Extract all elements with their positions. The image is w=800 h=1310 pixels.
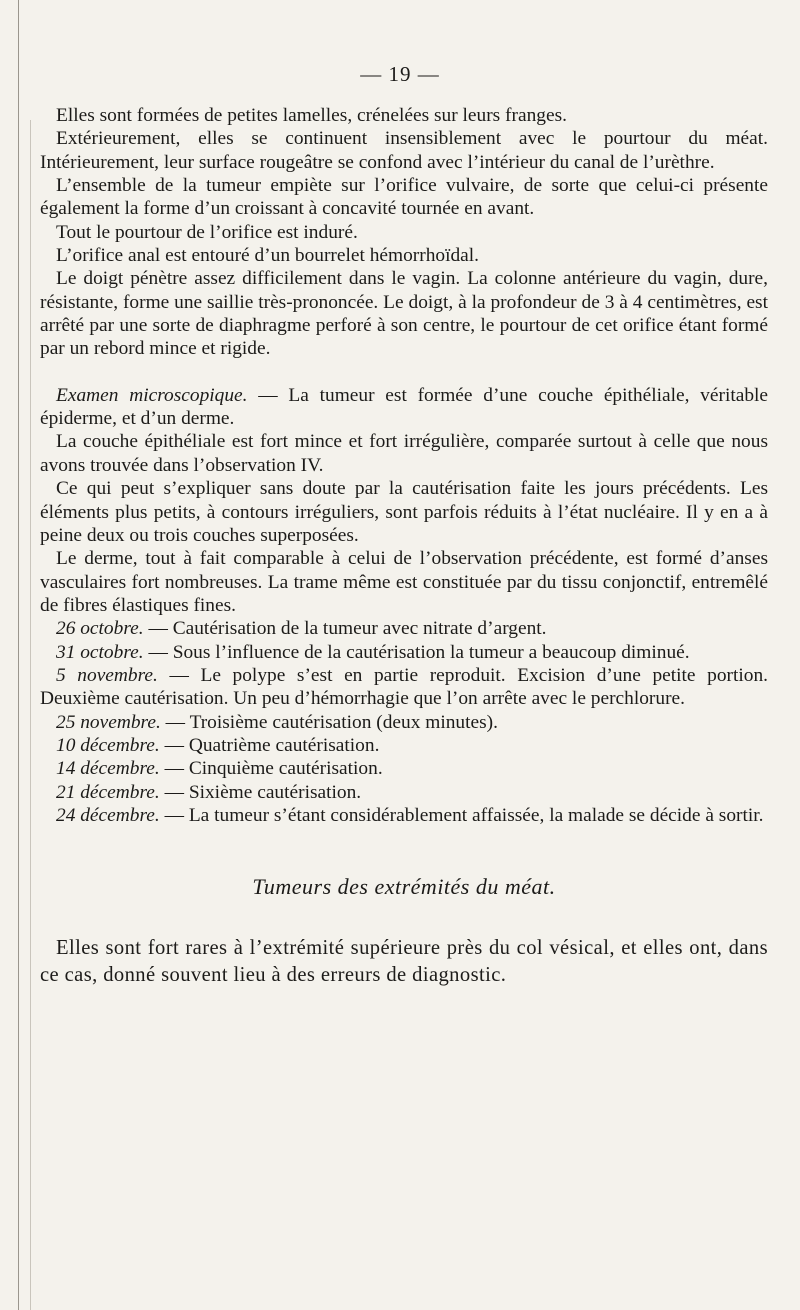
paragraph: Elles sont formées de petites lamelles, crénelées sur leurs franges. [56, 105, 567, 126]
entry-date: 25 novembre. [56, 711, 161, 733]
paragraph: La couche épithéliale est fort mince et fort irrégulière, comparée surtout à celle que nous avons trouvée dans l’observation IV. [40, 431, 768, 476]
journal-entry [40, 781, 768, 804]
entry-date: 14 décembre. [56, 758, 160, 780]
journal-entry [40, 804, 768, 827]
entry-text: — Sixième cautérisation. [159, 781, 362, 803]
paragraph: L’ensemble de la tumeur empiète sur l’orifice vulvaire, de sorte que celui-ci présente également la forme d’un croissant à concavité tournée en avant. [40, 175, 768, 220]
entry-text: — Troisième cautérisation (deux minutes). [160, 711, 498, 733]
entry-date: 24 décembre. [56, 804, 160, 826]
paragraph: Extérieurement, elles se continuent insensiblement avec le pourtour du méat. Intérieurement, leur surface rougeâtre se confond avec l’intérieur du canal de l’urèthre. [40, 128, 768, 173]
section-heading: Tumeurs des extrémités du méat. [252, 874, 556, 900]
entry-text: — Quatrième cautérisation. [159, 734, 380, 756]
paragraph: Tout le pourtour de l’orifice est induré. [56, 221, 358, 243]
journal-entry [40, 641, 768, 664]
entry-date: 26 octobre. [56, 618, 144, 640]
page-number: — 19 — [360, 62, 440, 86]
entry-date: 21 décembre. [56, 781, 160, 803]
page-edge-line [18, 0, 19, 1310]
journal-entry [40, 711, 768, 734]
entry-date: 5 novembre. [56, 664, 158, 686]
paragraph: L’orifice anal est entouré d’un bourrelet hémorrhoïdal. [56, 245, 480, 267]
page-edge-shadow [30, 120, 31, 1310]
entry-text: — Cautérisation de la tumeur avec nitrate d’argent. [143, 618, 547, 640]
exam-paragraph [40, 384, 768, 431]
entry-text: — Le polype s’est en partie reproduit. Excision d’une petite portion. Deuxième cautérisation. Un peu d’hémorrhagie que l’on arrête avec le perchlorure. [40, 664, 768, 710]
entry-text: — La tumeur s’étant considérablement affaissée, la malade se décide à sortir. [159, 804, 764, 826]
journal-entry [40, 617, 768, 640]
paragraph: Ce qui peut s’expliquer sans doute par la cautérisation faite les jours précédents. Les éléments plus petits, à contours irréguliers, sont parfois réduits à l’état nucléaire. Il y en a à peine deux ou trois couches superposées. [40, 478, 768, 546]
final-paragraph: Elles sont fort rares à l’extrémité supérieure près du col vésical, et elles ont, dans ce cas, donné souvent lieu à des erreurs de diagnostic. [40, 936, 768, 986]
entry-text: — Sous l’influence de la cautérisation la tumeur a beaucoup diminué. [143, 641, 690, 663]
journal-entry [40, 664, 768, 711]
journal-entry [40, 757, 768, 780]
body-text [40, 104, 768, 989]
paragraph: Le derme, tout à fait comparable à celui de l’observation précédente, est formé d’anses vasculaires fort nombreuses. La trame même est constituée par du tissu conjonctif, entremêlé de fibres élastiques fines. [40, 548, 768, 616]
exam-text: — La tumeur est formée d’une couche épithéliale, véritable épiderme, et d’un derme. [40, 384, 769, 430]
entry-text: — Cinquième cautérisation. [159, 758, 383, 780]
journal-entry [40, 734, 768, 757]
paragraph: Le doigt pénètre assez difficilement dans le vagin. La colonne antérieure du vagin, dure, résistante, forme une saillie très-prononcée. Le doigt, à la profondeur de 3 à 4 centimètres, est arrêté par une sorte de diaphragme perforé à son centre, le pourtour de cet orifice étant formé par un rebord mince et rigide. [40, 268, 768, 360]
entry-date: 10 décembre. [56, 734, 160, 756]
exam-label: Examen microscopique. [56, 384, 248, 406]
entry-date: 31 octobre. [56, 641, 144, 663]
